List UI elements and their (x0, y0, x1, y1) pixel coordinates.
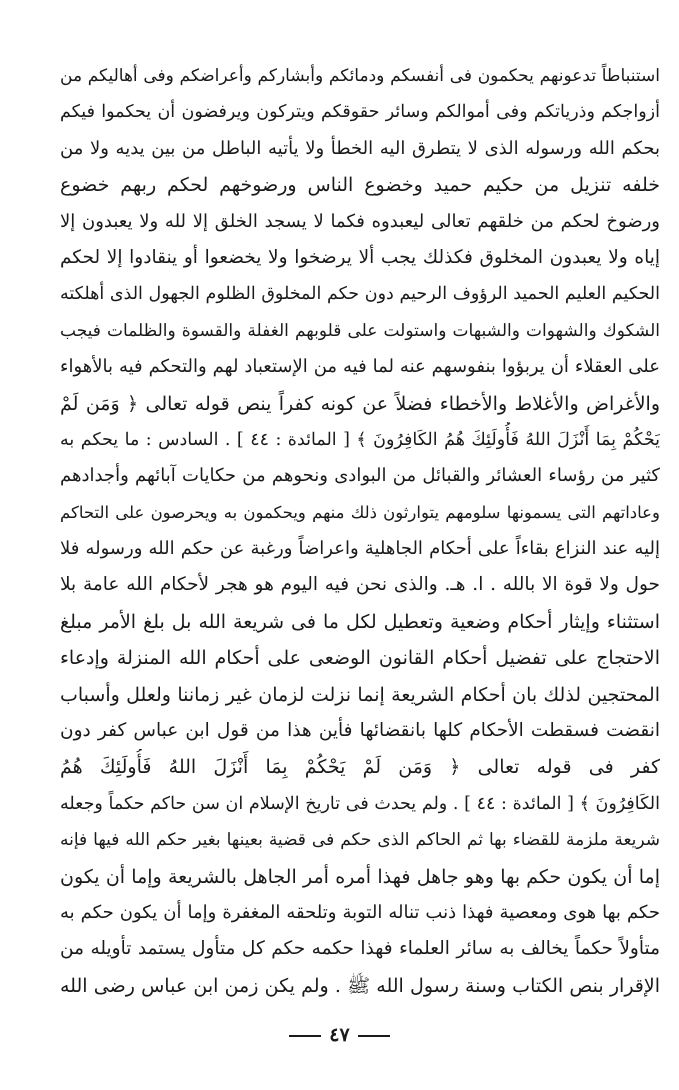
page-footer (0, 1024, 679, 1046)
body-text (60, 58, 660, 1004)
text-line: الإقرار بنص الكتاب وسنة رسول الله ﷺ . ولم يكن زمن ابن عباس رضى الله (60, 974, 660, 997)
text-line: إما أن يكون حكم بها وهو جاهل فهذا أمره أمر الجاهل بالشريعة وإما أن يكون (60, 865, 660, 888)
text-line: استنباطاً تدعونهم يحكمون فى أنفسكم ودمائكم وأبشاركم وأعراضكم وفى أهاليكم من (60, 66, 660, 86)
text-line: الحكيم العليم الحميد الرؤوف الرحيم دون حكم المخلوق الظلوم الجهول الذى أهلكته (60, 284, 660, 305)
text-line: أزواجكم وذرياتكم وفى أموالكم وسائر حقوقكم ويتركون ويرفضون أن يحكموا فيكم (60, 102, 660, 123)
text-line: كثير من رؤساء العشائر والقبائل من البوادى ونحوهم من حكايات آبائهم وأجدادهم (60, 465, 660, 487)
text-line: والأغراض والأغلاط والأخطاء فضلاً عن كونه كفراً ينص قوله تعالى ﴿ وَمَن لَمْ (60, 392, 660, 415)
footer-dash-right (358, 1035, 390, 1037)
text-line: الشكوك والشهوات والشبهات واستولت على قلوبهم الغفلة والقسوة والظلمات فيجب (60, 320, 660, 341)
text-line: إياه ولا يعبدون المخلوق فكذلك يجب ألا يرضخوا ولا يخضعوا أو ينقادوا إلا لحكم (60, 246, 660, 268)
text-line: حكم بها هوى ومعصية فهذا ذنب تناله التوبة وتلحقه المغفرة وإما أن يكون حكم به (60, 901, 660, 923)
text-line: إليه عند النزاع بقاءاً على أحكام الجاهلية واعراضاً ورغبة عن حكم الله ورسوله فلا (60, 538, 660, 560)
page-number: ٤٧ (329, 1024, 350, 1046)
text-line: استثناء وإيثار أحكام وضعية وتعطيل لكل ما فى شريعة الله بل بلغ الأمر مبلغ (60, 610, 660, 633)
text-line: الكَافِرُونَ ﴾ [ المائدة : ٤٤ ] . ولم يحدث فى تاريخ الإسلام ان سن حاكم حكماً وجعله (60, 793, 660, 814)
text-line: على العقلاء أن يربؤوا بنفوسهم عنه لما فيه من الإستعباد لهم والتحكم فيه بالأهواء (60, 356, 660, 378)
text-line: الاحتجاج على تفضيل أحكام القانون الوضعى على أحكام الله المنزلة وإدعاء (60, 647, 660, 670)
text-line: بحكم الله ورسوله الذى لا يتطرق اليه الخطأ ولا يأتيه الباطل من بين يديه ولا من (60, 137, 660, 159)
text-line: شريعة ملزمة للقضاء بها ثم الحاكم الذى حكم فى قضية بعينها بغير حكم الله فيها فإنه (60, 830, 660, 851)
text-line: وعاداتهم التى يسمونها سلومهم يتوارثون ذلك منهم ويحكمون به ويحرصون على التحاكم (60, 502, 660, 522)
text-line: ورضوخ لحكم من خلقهم تعالى ليعبدوه فكما لا يسجد الخلق إلا لله ولا يعبدون إلا (60, 210, 660, 232)
text-line: كفر فى قوله تعالى ﴿ وَمَن لَمْ يَحْكُمْ بِمَا أَنْزَلَ اللهُ فَأُولَئِكَ هُمُ (60, 756, 660, 779)
text-line: انقضت فسقطت الأحكام كلها بانقضائها فأين هذا من قول ابن عباس كفر دون (60, 720, 660, 742)
footer-dash-left (289, 1035, 321, 1037)
text-line: خلفه تنزيل من حكيم حميد وخضوع الناس ورضوخهم لحكم ربهم خضوع (60, 174, 660, 197)
text-line: حول ولا قوة الا بالله . ا. هـ. والذى نحن فيه اليوم هو هجر لأحكام الله عامة بلا (60, 574, 660, 596)
text-line: يَحْكُمْ بِمَا أَنْزَلَ اللهُ فَأُولَئِكَ هُمُ الكَافِرُونَ ﴾ [ المائدة : ٤٤ ] . السادس : ما يحكم به (60, 429, 660, 450)
text-line: متأولاً حكماً يخالف به سائر العلماء فهذا حكمه حكم كل متأول يستمد تأويله من (60, 938, 660, 960)
text-line: المحتجين لذلك بان أحكام الشريعة إنما نزلت لزمان غير زماننا ولعلل وأسباب (60, 683, 660, 706)
